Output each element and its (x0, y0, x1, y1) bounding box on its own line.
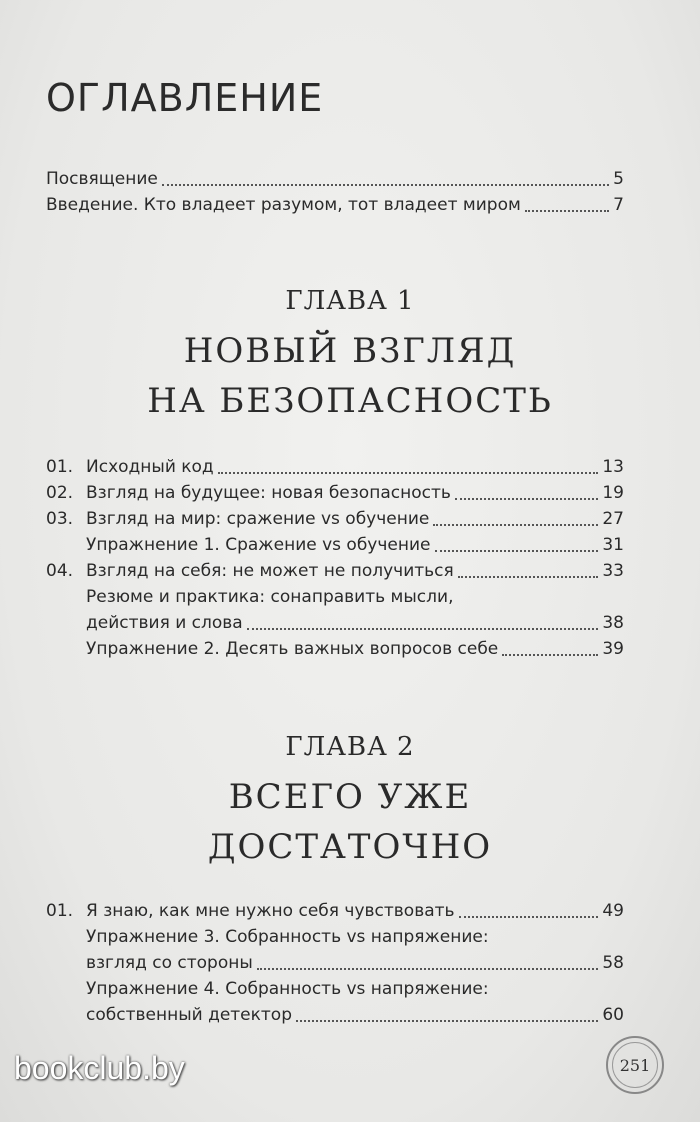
toc-entry[interactable]: 01. Исходный код 13 (46, 457, 624, 477)
toc-entry-exercise-line1[interactable]: Упражнение 3. Собранность vs напряжение: (86, 927, 489, 947)
page-number-badge (606, 1036, 664, 1094)
toc-entry-exercise[interactable]: Упражнение 2. Десять важных вопросов себе 39 (86, 639, 624, 659)
toc-entry[interactable]: Посвящение 5 (46, 169, 624, 189)
page-number: 251 (612, 1042, 658, 1088)
chapter-1-title-line1: НОВЫЙ ВЗГЛЯД (183, 331, 517, 371)
toc-entry[interactable]: Введение. Кто владеет разумом, тот владеет миром 7 (46, 195, 624, 215)
chapter-1-entries (46, 454, 624, 662)
toc-entry-exercise[interactable]: взгляд со стороны 58 (86, 953, 624, 973)
toc-entry[interactable]: 01. Я знаю, как мне нужно себя чувствовать 49 (46, 901, 624, 921)
chapter-2-title-line2: ДОСТАТОЧНО (207, 827, 493, 867)
toc-entry-exercise-line1[interactable]: Упражнение 4. Собранность vs напряжение: (86, 979, 489, 999)
toc-entry-exercise[interactable]: собственный детектор 60 (86, 1005, 624, 1025)
toc-entry-summary-line1[interactable]: Резюме и практика: сонаправить мысли, (86, 587, 454, 607)
toc-entry-summary[interactable]: действия и слова 38 (86, 613, 624, 633)
chapter-2-entries (46, 898, 624, 1028)
watermark-text: bookclub.by (14, 1050, 185, 1086)
toc-entry[interactable]: 03. Взгляд на мир: сражение vs обучение 27 (46, 509, 624, 529)
chapter-1-title-line2: НА БЕЗОПАСНОСТЬ (147, 381, 553, 421)
chapter-1-label: ГЛАВА 1 (285, 286, 415, 316)
front-matter-list (46, 166, 624, 218)
chapter-2-label: ГЛАВА 2 (285, 732, 415, 762)
chapter-2-title-line1: ВСЕГО УЖЕ (228, 777, 472, 817)
toc-entry[interactable]: 02. Взгляд на будущее: новая безопасность 19 (46, 483, 624, 503)
toc-title: ОГЛАВЛЕНИЕ (46, 76, 324, 120)
toc-entry[interactable]: 04. Взгляд на себя: не может не получиться 33 (46, 561, 624, 581)
toc-entry-exercise[interactable]: Упражнение 1. Сражение vs обучение 31 (86, 535, 624, 555)
